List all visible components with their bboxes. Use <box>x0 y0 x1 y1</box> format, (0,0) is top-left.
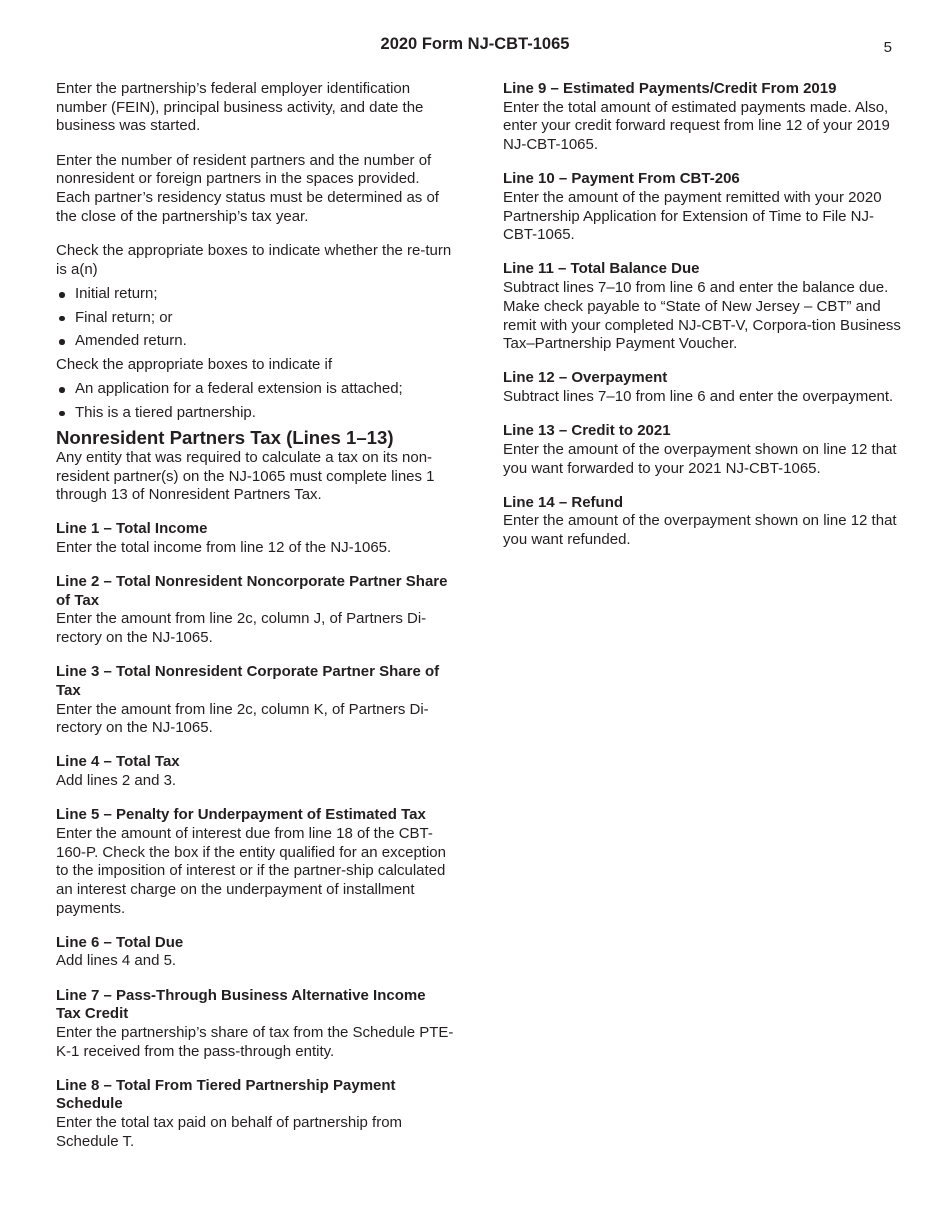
line-13-block <box>503 422 901 478</box>
line-text: Enter the amount of the overpayment shown on line 12 that you want refunded. <box>503 512 897 549</box>
intro-paragraph-partners: Enter the number of resident partners and the number of nonresident or foreign partners in the spaces provided. Each partner’s residency status must be determined as of the close of the partnership’s tax year. <box>56 151 439 225</box>
right-column <box>503 80 901 565</box>
line-text: Enter the amount of interest due from line 18 of the CBT-160-P. Check the box if the entity qualified for an exception to the imposition of interest or if the partner-ship calculated an interest charge on the underpayment of installment payments. <box>56 824 446 917</box>
attachment-intro: Check the appropriate boxes to indicate if <box>56 355 332 373</box>
line-8-block <box>56 1077 454 1152</box>
line-heading: Line 2 – Total Nonresident Noncorporate Partner Share of Tax <box>56 572 448 609</box>
line-2-block <box>56 573 454 648</box>
line-heading: Line 13 – Credit to 2021 <box>503 422 671 440</box>
line-11-block <box>503 260 901 354</box>
line-heading: Line 3 – Total Nonresident Corporate Partner Share of Tax <box>56 663 440 699</box>
line-text: Enter the total tax paid on behalf of partnership from Schedule T. <box>56 1114 403 1150</box>
return-type-list <box>56 285 454 350</box>
line-heading: Line 14 – Refund <box>503 493 624 511</box>
line-text: Enter the amount of the overpayment shown on line 12 that you want forwarded to your 2021 NJ-CBT-1065. <box>503 440 897 477</box>
line-text: Enter the total income from line 12 of the NJ-1065. <box>56 538 392 556</box>
line-heading: Line 6 – Total Due <box>56 933 184 951</box>
line-text: Subtract lines 7–10 from line 6 and enter the overpayment. <box>503 388 894 406</box>
line-12-block <box>503 369 901 406</box>
line-4-block <box>56 753 454 790</box>
line-3-block <box>56 663 454 738</box>
list-item: This is a tiered partnership. <box>56 404 454 423</box>
list-item: Amended return. <box>56 332 454 351</box>
return-type-intro: Check the appropriate boxes to indicate whether the re-turn is a(n) <box>56 241 452 278</box>
line-text: Subtract lines 7–10 from line 6 and enter the balance due. Make check payable to “State of New Jersey – CBT” and remit with your completed NJ-CBT-V, Corpora-tion Business Tax–Partnership Payment Voucher. <box>503 279 901 353</box>
line-14-block <box>503 494 901 550</box>
list-item: An application for a federal extension is attached; <box>56 380 454 399</box>
line-heading: Line 12 – Overpayment <box>503 369 668 387</box>
line-heading: Line 1 – Total Income <box>56 520 208 538</box>
line-7-block <box>56 987 454 1062</box>
line-heading: Line 4 – Total Tax <box>56 753 180 771</box>
line-text: Enter the total amount of estimated payments made. Also, enter your credit forward request from line 12 of your 2019 NJ-CBT-1065. <box>503 98 890 154</box>
line-10-block <box>503 170 901 245</box>
line-5-block <box>56 806 454 918</box>
line-heading: Line 9 – Estimated Payments/Credit From 2019 <box>503 80 837 97</box>
attachment-list <box>56 380 454 422</box>
line-text: Enter the amount of the payment remitted with your 2020 Partnership Application for Extension of Time to File NJ-CBT-1065. <box>503 188 882 244</box>
line-text: Add lines 4 and 5. <box>56 952 177 970</box>
page-title: 2020 Form NJ-CBT-1065 <box>380 35 570 53</box>
section-heading: Nonresident Partners Tax (Lines 1–13) <box>56 426 394 448</box>
list-item: Initial return; <box>56 285 454 304</box>
line-9-block <box>503 80 901 155</box>
line-text: Enter the amount from line 2c, column J, of Partners Di-rectory on the NJ-1065. <box>56 610 427 646</box>
line-heading: Line 11 – Total Balance Due <box>503 260 700 278</box>
line-heading: Line 8 – Total From Tiered Partnership Payment Schedule <box>56 1076 396 1113</box>
line-text: Add lines 2 and 3. <box>56 772 177 789</box>
left-column <box>56 80 454 1167</box>
line-1-block <box>56 520 454 557</box>
line-text: Enter the amount from line 2c, column K, of Partners Di-rectory on the NJ-1065. <box>56 700 429 737</box>
intro-paragraph-fein: Enter the partnership’s federal employer identification number (FEIN), principal business activity, and date the business was started. <box>56 80 424 135</box>
line-text: Enter the partnership’s share of tax from the Schedule PTE-K-1 received from the pass-through entity. <box>56 1023 454 1060</box>
list-item: Final return; or <box>56 309 454 328</box>
line-heading: Line 7 – Pass-Through Business Alternative Income Tax Credit <box>56 986 426 1023</box>
line-6-block <box>56 934 454 971</box>
page-number: 5 <box>883 39 892 56</box>
line-heading: Line 10 – Payment From CBT-206 <box>503 170 740 188</box>
line-heading: Line 5 – Penalty for Underpayment of Estimated Tax <box>56 806 426 824</box>
section-body: Any entity that was required to calculate a tax on its non-resident partner(s) on the NJ-1065 must complete lines 1 through 13 of Nonresident Partners Tax. <box>56 448 435 504</box>
